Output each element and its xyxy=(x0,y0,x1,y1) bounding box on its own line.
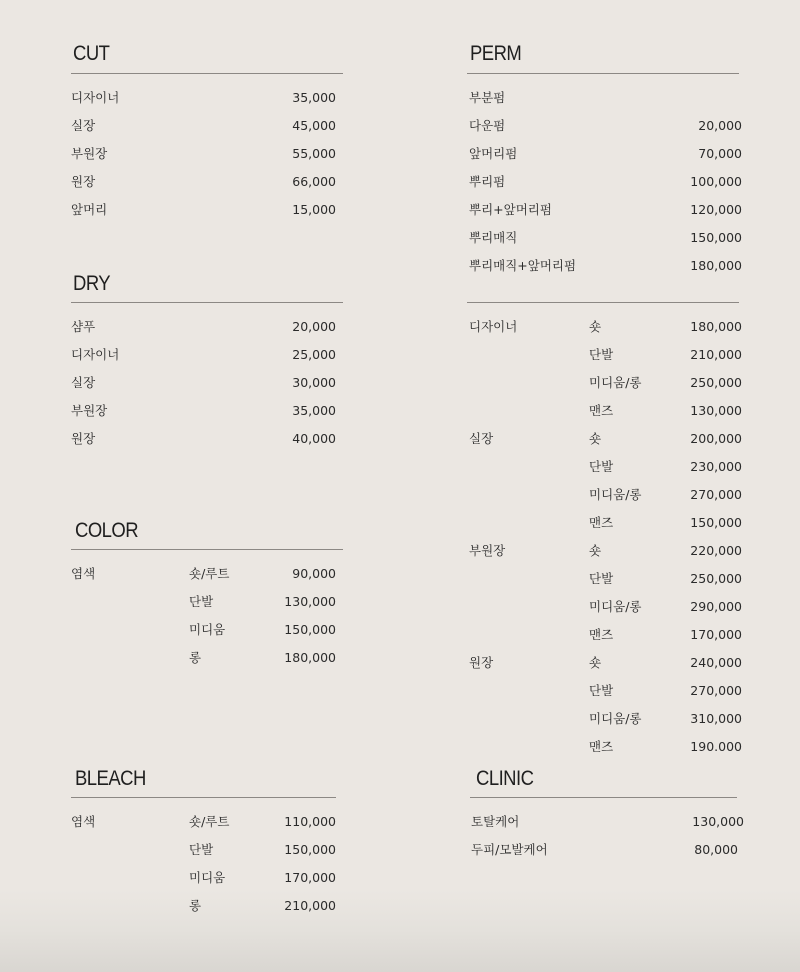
dry-item-price: 20,000 xyxy=(292,319,336,334)
bleach-category: 염색 xyxy=(71,814,96,829)
clinic-divider xyxy=(470,797,737,798)
perm-designer-divider xyxy=(467,302,739,303)
dry-title: DRY xyxy=(73,272,111,295)
clinic-item-name: 토탈케어 xyxy=(471,814,520,829)
bleach-length: 단발 xyxy=(189,842,214,857)
bleach-title: BLEACH xyxy=(75,767,146,790)
perm-title: PERM xyxy=(470,42,522,65)
perm-item-price: 120,000 xyxy=(690,202,742,217)
perm-length: 맨즈 xyxy=(589,515,614,530)
cut-item-price: 35,000 xyxy=(292,90,336,105)
designer-level: 원장 xyxy=(469,655,494,670)
designer-level: 디자이너 xyxy=(469,319,518,334)
perm-item-name: 뿌리매직 xyxy=(469,230,518,245)
perm-length-price: 210,000 xyxy=(690,347,742,362)
perm-item-price: 100,000 xyxy=(690,174,742,189)
bleach-length: 롱 xyxy=(189,898,202,913)
cut-title: CUT xyxy=(73,42,110,65)
designer-level: 실장 xyxy=(469,431,494,446)
cut-item-price: 66,000 xyxy=(292,174,336,189)
dry-item-price: 40,000 xyxy=(292,431,336,446)
cut-item-price: 55,000 xyxy=(292,146,336,161)
perm-length-price: 190.000 xyxy=(690,739,742,754)
perm-length-price: 290,000 xyxy=(690,599,742,614)
perm-divider xyxy=(467,73,739,74)
perm-item-price: 20,000 xyxy=(698,118,742,133)
perm-item-name: 뿌리+앞머리펌 xyxy=(469,202,552,217)
color-price: 150,000 xyxy=(284,622,336,637)
perm-length-price: 170,000 xyxy=(690,627,742,642)
dry-item-name: 디자이너 xyxy=(71,347,120,362)
cut-item-name: 실장 xyxy=(71,118,96,133)
perm-length-price: 150,000 xyxy=(690,515,742,530)
perm-length: 숏 xyxy=(589,655,602,670)
cut-item-price: 15,000 xyxy=(292,202,336,217)
perm-item-name: 뿌리매직+앞머리펌 xyxy=(469,258,577,273)
perm-length: 맨즈 xyxy=(589,627,614,642)
cut-item-name: 앞머리 xyxy=(71,202,108,217)
perm-length: 단발 xyxy=(589,571,614,586)
perm-item-name: 앞머리펌 xyxy=(469,146,518,161)
bleach-price: 150,000 xyxy=(284,842,336,857)
bleach-price: 170,000 xyxy=(284,870,336,885)
perm-length: 단발 xyxy=(589,459,614,474)
cut-divider xyxy=(71,73,343,74)
perm-length: 미디움/롱 xyxy=(589,711,642,726)
perm-length-price: 250,000 xyxy=(690,375,742,390)
perm-length: 단발 xyxy=(589,347,614,362)
cut-item-name: 디자이너 xyxy=(71,90,120,105)
perm-length: 맨즈 xyxy=(589,403,614,418)
color-price: 90,000 xyxy=(292,566,336,581)
color-length: 롱 xyxy=(189,650,202,665)
perm-length-price: 270,000 xyxy=(690,683,742,698)
dry-divider xyxy=(71,302,343,303)
color-length: 단발 xyxy=(189,594,214,609)
color-divider xyxy=(71,549,343,550)
perm-length-price: 180,000 xyxy=(690,319,742,334)
dry-item-name: 원장 xyxy=(71,431,96,446)
perm-item-name: 뿌리펌 xyxy=(469,174,506,189)
perm-item-name: 부분펌 xyxy=(469,90,506,105)
color-length: 숏/루트 xyxy=(189,566,230,581)
perm-length: 맨즈 xyxy=(589,739,614,754)
perm-length-price: 200,000 xyxy=(690,431,742,446)
dry-item-price: 25,000 xyxy=(292,347,336,362)
cut-item-price: 45,000 xyxy=(292,118,336,133)
perm-item-price: 180,000 xyxy=(690,258,742,273)
color-title: COLOR xyxy=(75,519,139,542)
perm-length-price: 130,000 xyxy=(690,403,742,418)
color-category: 염색 xyxy=(71,566,96,581)
perm-length-price: 220,000 xyxy=(690,543,742,558)
bleach-length: 미디움 xyxy=(189,870,226,885)
clinic-item-name: 두피/모발케어 xyxy=(471,842,548,857)
perm-length: 단발 xyxy=(589,683,614,698)
clinic-title: CLINIC xyxy=(476,767,534,790)
color-price: 130,000 xyxy=(284,594,336,609)
dry-item-name: 부원장 xyxy=(71,403,108,418)
cut-item-name: 원장 xyxy=(71,174,96,189)
dry-item-name: 샴푸 xyxy=(71,319,96,334)
cut-item-name: 부원장 xyxy=(71,146,108,161)
bleach-price: 210,000 xyxy=(284,898,336,913)
perm-item-price: 150,000 xyxy=(690,230,742,245)
perm-length: 미디움/롱 xyxy=(589,599,642,614)
perm-length: 미디움/롱 xyxy=(589,375,642,390)
dry-item-price: 30,000 xyxy=(292,375,336,390)
perm-item-price: 70,000 xyxy=(698,146,742,161)
perm-length: 미디움/롱 xyxy=(589,487,642,502)
perm-length-price: 310,000 xyxy=(690,711,742,726)
bleach-price: 110,000 xyxy=(284,814,336,829)
dry-item-price: 35,000 xyxy=(292,403,336,418)
perm-length-price: 270,000 xyxy=(690,487,742,502)
color-length: 미디움 xyxy=(189,622,226,637)
bleach-divider xyxy=(71,797,336,798)
perm-length: 숏 xyxy=(589,319,602,334)
perm-length: 숏 xyxy=(589,543,602,558)
clinic-item-price: 130,000 xyxy=(692,814,744,829)
perm-length-price: 250,000 xyxy=(690,571,742,586)
perm-item-name: 다운펌 xyxy=(469,118,506,133)
perm-length-price: 230,000 xyxy=(690,459,742,474)
clinic-item-price: 80,000 xyxy=(694,842,738,857)
perm-length-price: 240,000 xyxy=(690,655,742,670)
bleach-length: 숏/루트 xyxy=(189,814,230,829)
color-price: 180,000 xyxy=(284,650,336,665)
perm-length: 숏 xyxy=(589,431,602,446)
dry-item-name: 실장 xyxy=(71,375,96,390)
designer-level: 부원장 xyxy=(469,543,506,558)
